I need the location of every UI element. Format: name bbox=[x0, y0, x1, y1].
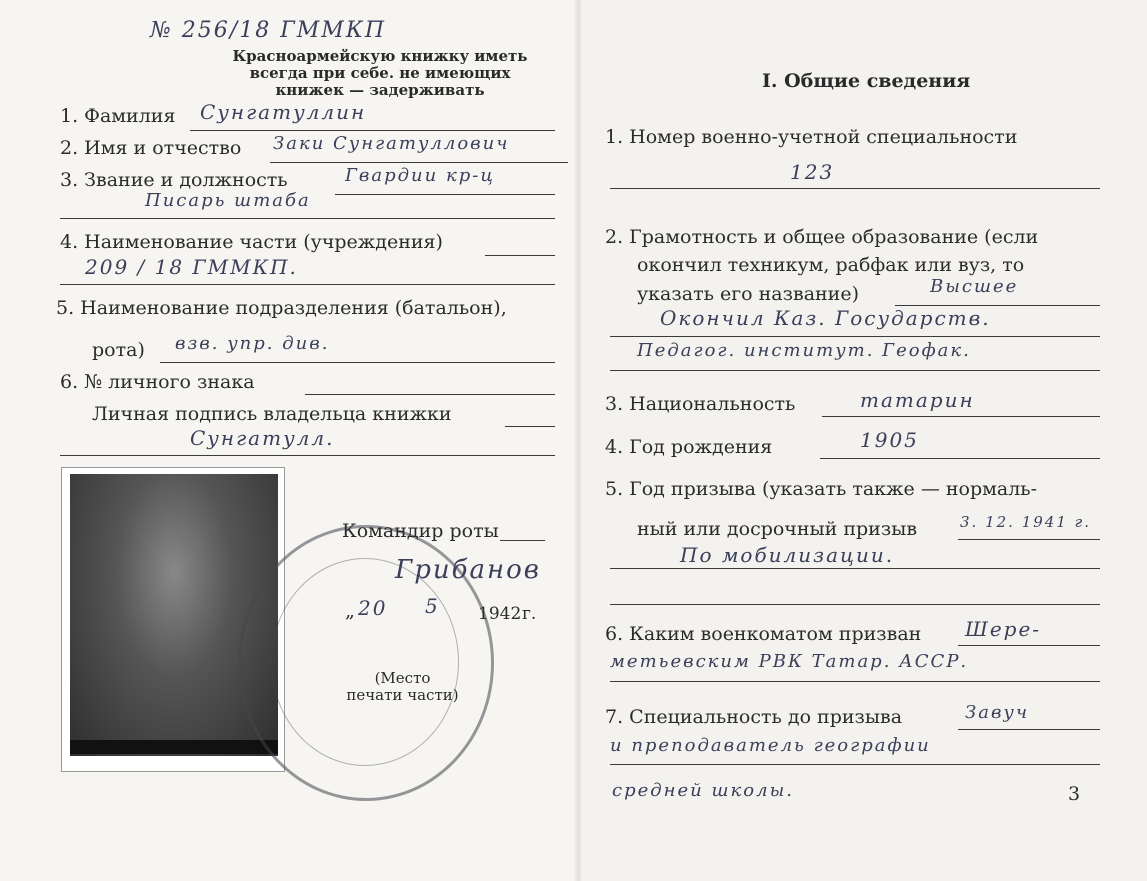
rank-value: Гвардии кр-ц bbox=[345, 165, 495, 186]
rank-line bbox=[335, 194, 555, 195]
rank-line-2 bbox=[60, 218, 555, 219]
item-7-label: 7. Специальность до призыва bbox=[605, 706, 903, 728]
item-7-value-2: и преподаватель географии bbox=[610, 735, 931, 756]
subdivision-value: взв. упр. див. bbox=[175, 333, 330, 354]
surname-line bbox=[190, 130, 555, 131]
item-2-label: 2. Грамотность и общее образование (если bbox=[605, 226, 1039, 248]
badge-label: 6. № личного знака bbox=[60, 371, 255, 393]
name-line bbox=[270, 162, 568, 163]
stamp-inner-ring bbox=[271, 558, 459, 766]
name-value: Заки Сунгатуллович bbox=[273, 133, 510, 154]
item-2-label-3: указать его название) bbox=[637, 283, 860, 305]
item-5-label: 5. Год призыва (указать также — нормаль- bbox=[605, 478, 1038, 500]
stamp-label-1: (Место bbox=[374, 669, 431, 687]
rank-label: 3. Звание и должность bbox=[60, 169, 288, 191]
item-1-label: 1. Номер военно-учетной специальности bbox=[605, 126, 1018, 148]
item-2-value-2: Окончил Каз. Государств. bbox=[660, 306, 991, 330]
rank-value-2: Писарь штаба bbox=[145, 190, 311, 211]
item-3-value: татарин bbox=[860, 388, 975, 412]
item-3-label: 3. Национальность bbox=[605, 393, 796, 415]
unit-value: 209 / 18 ГММКП. bbox=[85, 255, 298, 279]
notice-line-1: Красноармейскую книжку иметь bbox=[232, 47, 528, 65]
commander-label: Командир роты bbox=[342, 520, 499, 542]
item-5-value: 3. 12. 1941 г. bbox=[960, 513, 1091, 531]
item-5-line-2 bbox=[610, 568, 1100, 569]
name-label: 2. Имя и отчество bbox=[60, 137, 242, 159]
signature-label: Личная подпись владельца книжки bbox=[92, 403, 452, 425]
unit-line-2 bbox=[60, 284, 555, 285]
item-2-value: Высшее bbox=[930, 276, 1019, 297]
subdivision-label-2: рота) bbox=[92, 339, 145, 361]
item-5-value-2: По мобилизации. bbox=[680, 543, 895, 567]
item-6-value-2: метьевским РВК Татар. АССР. bbox=[610, 651, 969, 672]
date-year: 1942 bbox=[478, 604, 522, 624]
item-1-line bbox=[610, 188, 1100, 189]
item-6-line-2 bbox=[610, 681, 1100, 682]
item-4-line bbox=[820, 458, 1100, 459]
section-heading: I. Общие сведения bbox=[762, 70, 971, 92]
unit-label: 4. Наименование части (учреждения) bbox=[60, 231, 443, 253]
item-2-line-2 bbox=[610, 336, 1100, 337]
serial-number: № 256/18 ГММКП bbox=[150, 18, 387, 43]
item-5-label-2: ный или досрочный призыв bbox=[637, 518, 918, 540]
date-month: 5 bbox=[425, 594, 440, 618]
badge-line bbox=[305, 394, 555, 395]
commander-line bbox=[500, 540, 545, 541]
item-7-line-2 bbox=[610, 764, 1100, 765]
item-4-label: 4. Год рождения bbox=[605, 436, 773, 458]
item-5-line-3 bbox=[610, 604, 1100, 605]
unit-line-1 bbox=[485, 255, 555, 256]
item-2-label-2: окончил техникум, рабфак или вуз, то bbox=[637, 254, 1025, 276]
notice-line-2: всегда при себе. не имеющих bbox=[249, 64, 511, 82]
item-7-value-3: средней школы. bbox=[612, 780, 794, 801]
signature-line-1 bbox=[505, 426, 555, 427]
photo-bar bbox=[70, 740, 278, 754]
item-3-line bbox=[822, 416, 1100, 417]
item-1-value: 123 bbox=[790, 160, 835, 184]
subdivision-line bbox=[160, 362, 555, 363]
subdivision-label: 5. Наименование подразделения (батальон), bbox=[56, 297, 507, 319]
page-fold bbox=[574, 0, 582, 881]
commander-signature: Грибанов bbox=[395, 555, 541, 585]
item-5-line-1 bbox=[958, 539, 1100, 540]
signature-value: Сунгатулл. bbox=[190, 426, 335, 450]
item-2-line-3 bbox=[610, 370, 1100, 371]
page-number: 3 bbox=[1068, 783, 1081, 805]
item-4-value: 1905 bbox=[860, 428, 919, 452]
stamp-label bbox=[330, 670, 475, 704]
stamp-label-2: печати части) bbox=[346, 686, 459, 704]
notice-line-3: книжек — задерживать bbox=[275, 81, 485, 99]
surname-value: Сунгатуллин bbox=[200, 100, 367, 124]
date-day: 20 bbox=[358, 596, 388, 620]
item-6-value: Шере- bbox=[965, 617, 1042, 641]
date-prefix: „ bbox=[345, 600, 355, 622]
item-6-label: 6. Каким военкоматом призван bbox=[605, 623, 922, 645]
item-6-line-1 bbox=[958, 645, 1100, 646]
notice bbox=[200, 48, 560, 99]
item-2-value-3: Педагог. институт. Геофак. bbox=[637, 340, 971, 361]
surname-label: 1. Фамилия bbox=[60, 105, 176, 127]
item-7-value: Завуч bbox=[965, 702, 1030, 723]
date-year-suffix: г. bbox=[522, 604, 537, 624]
item-7-line-1 bbox=[958, 729, 1100, 730]
signature-line-2 bbox=[60, 455, 555, 456]
